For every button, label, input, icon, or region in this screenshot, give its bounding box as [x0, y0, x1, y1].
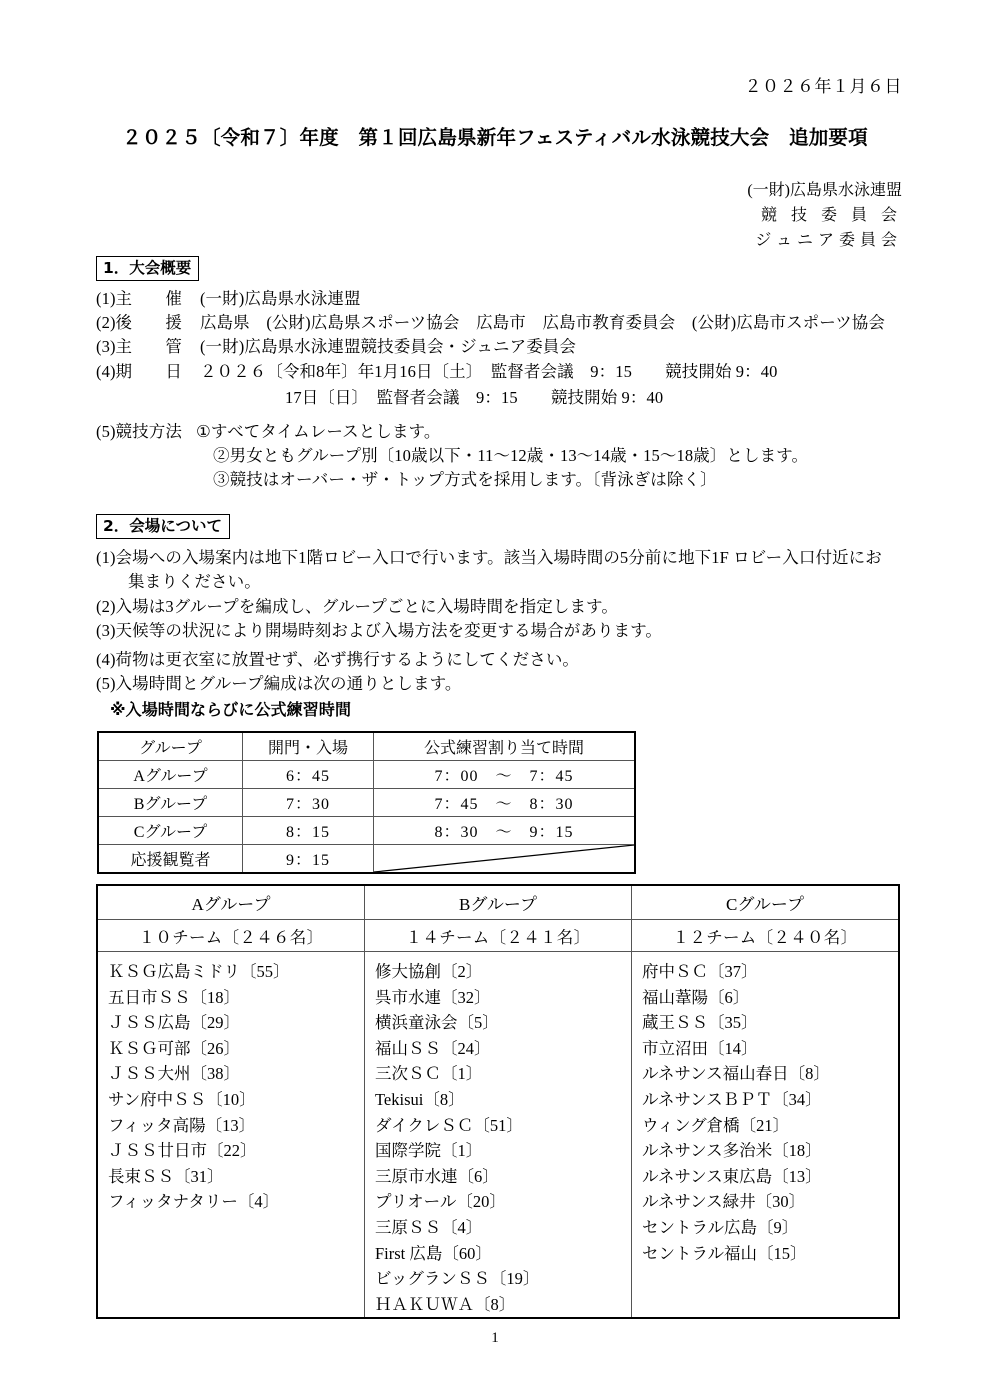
- item-text: 会場への入場案内は地下1階ロビー入口で行います。該当入場時間の5分前に地下1F ロビー入口付近にお: [115, 548, 882, 567]
- item-number: (3): [96, 621, 116, 640]
- section2-item-5: [96, 673, 462, 695]
- team-list: [642, 959, 898, 1266]
- org-name: (一財)広島県水泳連盟: [747, 182, 902, 199]
- diagonal-strike-icon: [374, 845, 634, 872]
- item-number: (5): [96, 674, 116, 693]
- section2-item-3: [96, 620, 662, 642]
- team-list: [108, 959, 364, 1215]
- section1-item-2: [96, 312, 885, 334]
- list-item: ＪＳＳ大州〔38〕: [108, 1064, 240, 1084]
- list-item: 蔵王ＳＳ〔35〕: [642, 1013, 758, 1033]
- col-header-entry: 開門・入場: [243, 732, 374, 761]
- list-item: 府中ＳＣ〔37〕: [642, 962, 758, 981]
- list-item: ルネサンスＢＰＴ〔34〕: [642, 1089, 822, 1109]
- group-a-team-list: [97, 952, 365, 1319]
- cell-entry-time: 9：15: [243, 845, 374, 874]
- list-item: サン府中ＳＳ〔10〕: [108, 1089, 256, 1109]
- cell-group: Cグループ: [98, 817, 243, 845]
- item-number: (2): [96, 597, 116, 616]
- page-number: 1: [491, 1330, 499, 1346]
- item-number: (2): [96, 313, 116, 332]
- item-text: (一財)広島県水泳連盟競技委員会・ジュニア委員会: [199, 337, 577, 356]
- section-2-heading: 2．会場について: [96, 514, 230, 539]
- cell-practice-time-empty: [374, 845, 636, 874]
- section1-date-line-2: 17日〔日〕 監督者会議 9：15 競技開始 9：40: [285, 388, 664, 407]
- list-item: ＫＳＧ広島ミドリ〔55〕: [108, 962, 290, 981]
- item-label: 後 援: [115, 313, 182, 332]
- list-item: ルネサンス緑井〔30〕: [642, 1192, 806, 1212]
- group-a-count: １０チーム〔２４６名〕: [97, 920, 365, 952]
- group-b-name: Bグループ: [365, 885, 632, 920]
- item-label: 期 日: [115, 362, 182, 381]
- cell-practice-time: 8：30 ～ 9：15: [374, 817, 636, 845]
- item-number: (3): [96, 337, 116, 356]
- list-item: セントラル福山〔15〕: [642, 1243, 807, 1263]
- team-list: [375, 959, 631, 1317]
- list-item: 修大協創〔2〕: [375, 962, 483, 981]
- table-row: [98, 845, 635, 874]
- cell-entry-time: 6：45: [243, 761, 374, 789]
- item-text: 入場時間とグループ編成は次の通りとします。: [115, 674, 462, 693]
- list-item: 市立沼田〔14〕: [642, 1038, 758, 1058]
- page-title: ２０２５〔令和７〕年度 第１回広島県新年フェスティバル水泳競技大会 追加要項: [122, 126, 868, 149]
- item-text: ２０２６〔令和8年〕年1月16日〔土〕 監督者会議 9：15 競技開始 9：40: [199, 362, 778, 381]
- item-number: (4): [96, 362, 116, 381]
- section2-item-2: [96, 596, 618, 618]
- section1-item-1: [96, 288, 361, 310]
- item-number: (1): [96, 548, 116, 567]
- section2-item-4: [96, 649, 579, 671]
- list-item: ダイクレＳＣ〔51〕: [375, 1115, 523, 1135]
- cell-entry-time: 7：30: [243, 789, 374, 817]
- item-text: 荷物は更衣室に放置せず、必ず携行するようにしてください。: [115, 650, 580, 669]
- section2-item-1: [96, 547, 882, 569]
- cell-group: 応援観覧者: [98, 845, 243, 874]
- cell-group: Aグループ: [98, 761, 243, 789]
- list-item: 三次ＳＣ〔1〕: [375, 1064, 483, 1084]
- list-item: ＪＳＳ広島〔29〕: [108, 1013, 240, 1033]
- entry-practice-time-table: [97, 731, 636, 874]
- group-b-count: １４チーム〔２４１名〕: [365, 920, 632, 952]
- col-header-group: グループ: [98, 732, 243, 761]
- section2-item-1-cont: 集まりください。: [128, 572, 261, 591]
- list-item: Tekisui〔8〕: [375, 1089, 465, 1109]
- group-teams-row: [97, 952, 899, 1319]
- item-text: 天候等の状況により開場時刻および入場方法を変更する場合があります。: [115, 621, 663, 640]
- group-name-row: [97, 885, 899, 920]
- table-header-row: [98, 732, 635, 761]
- table-row: [98, 789, 635, 817]
- cell-practice-time: 7：00 ～ 7：45: [374, 761, 636, 789]
- cell-entry-time: 8：15: [243, 817, 374, 845]
- list-item: 三原市水連〔6〕: [375, 1166, 499, 1186]
- section1-item-3: [96, 336, 576, 358]
- document-date: ２０２６年１月６日: [744, 77, 902, 96]
- list-item: ルネサンス東広島〔13〕: [642, 1166, 822, 1186]
- group-roster-table: [96, 884, 900, 1319]
- list-item: 国際学院〔1〕: [375, 1141, 483, 1161]
- list-item: フィッタ高陽〔13〕: [108, 1115, 256, 1135]
- org-committee: 競 技 委 員 会: [760, 207, 902, 224]
- practice-time-note: ※入場時間ならびに公式練習時間: [110, 700, 352, 719]
- group-a-name: Aグループ: [97, 885, 365, 920]
- item-label: 競技方法: [115, 422, 182, 441]
- section1-method-1: [96, 421, 440, 443]
- table-row: [98, 817, 635, 845]
- section1-method-2: ②男女ともグループ別〔10歳以下・11～12歳・13～14歳・15～18歳〕とします。: [213, 446, 809, 465]
- list-item: 長束ＳＳ〔31〕: [108, 1166, 224, 1186]
- item-label: 主 催: [115, 289, 182, 308]
- list-item: フィッタナタリー〔4〕: [108, 1192, 280, 1212]
- list-item: 福山ＳＳ〔24〕: [375, 1038, 491, 1058]
- list-item: ルネサンス福山春日〔8〕: [642, 1064, 830, 1084]
- list-item: ルネサンス多治米〔18〕: [642, 1141, 822, 1161]
- list-item: ＪＳＳ廿日市〔22〕: [108, 1141, 257, 1161]
- list-item: First 広島〔60〕: [375, 1243, 492, 1263]
- col-header-practice: 公式練習割り当て時間: [374, 732, 636, 761]
- list-item: 福山葦陽〔6〕: [642, 987, 750, 1007]
- group-c-count: １２チーム〔２４０名〕: [632, 920, 900, 952]
- item-number: (1): [96, 289, 116, 308]
- group-b-team-list: [365, 952, 632, 1319]
- list-item: 呉市水連〔32〕: [375, 987, 491, 1007]
- list-item: 三原ＳＳ〔4〕: [375, 1217, 483, 1237]
- issuing-organization: [747, 178, 902, 253]
- section1-method-3: ③競技はオーバー・ザ・トップ方式を採用します。〔背泳ぎは除く〕: [213, 470, 717, 489]
- table-row: [98, 761, 635, 789]
- list-item: セントラル広島〔9〕: [642, 1217, 799, 1237]
- list-item: ビッグランＳＳ〔19〕: [375, 1269, 540, 1289]
- item-number: (4): [96, 650, 116, 669]
- section-1-heading: 1．大会概要: [96, 256, 199, 281]
- group-count-row: [97, 920, 899, 952]
- list-item: ＫＳＧ可部〔26〕: [108, 1038, 240, 1058]
- group-c-name: Cグループ: [632, 885, 900, 920]
- item-text: 入場は3グループを編成し、グループごとに入場時間を指定します。: [115, 597, 618, 616]
- list-item: ＨＡＫＵＷＡ〔8〕: [375, 1294, 516, 1314]
- cell-group: Bグループ: [98, 789, 243, 817]
- item-label: 主 管: [115, 337, 182, 356]
- list-item: プリオール〔20〕: [375, 1192, 506, 1212]
- item-number: (5): [96, 422, 116, 441]
- org-junior-committee: ジュニア委員会: [755, 232, 902, 249]
- section1-item-4: [96, 361, 777, 383]
- item-text: (一財)広島県水泳連盟: [199, 289, 361, 308]
- list-item: ウィング倉橋〔21〕: [642, 1115, 790, 1135]
- item-text: 広島県 (公財)広島県スポーツ協会 広島市 広島市教育委員会 (公財)広島市スポーツ協会: [199, 313, 886, 332]
- list-item: 五日市ＳＳ〔18〕: [108, 987, 240, 1007]
- cell-practice-time: 7：45 ～ 8：30: [374, 789, 636, 817]
- method-text: ①すべてタイムレースとします。: [195, 422, 441, 441]
- list-item: 横浜童泳会〔5〕: [375, 1013, 499, 1033]
- group-c-team-list: [632, 952, 900, 1319]
